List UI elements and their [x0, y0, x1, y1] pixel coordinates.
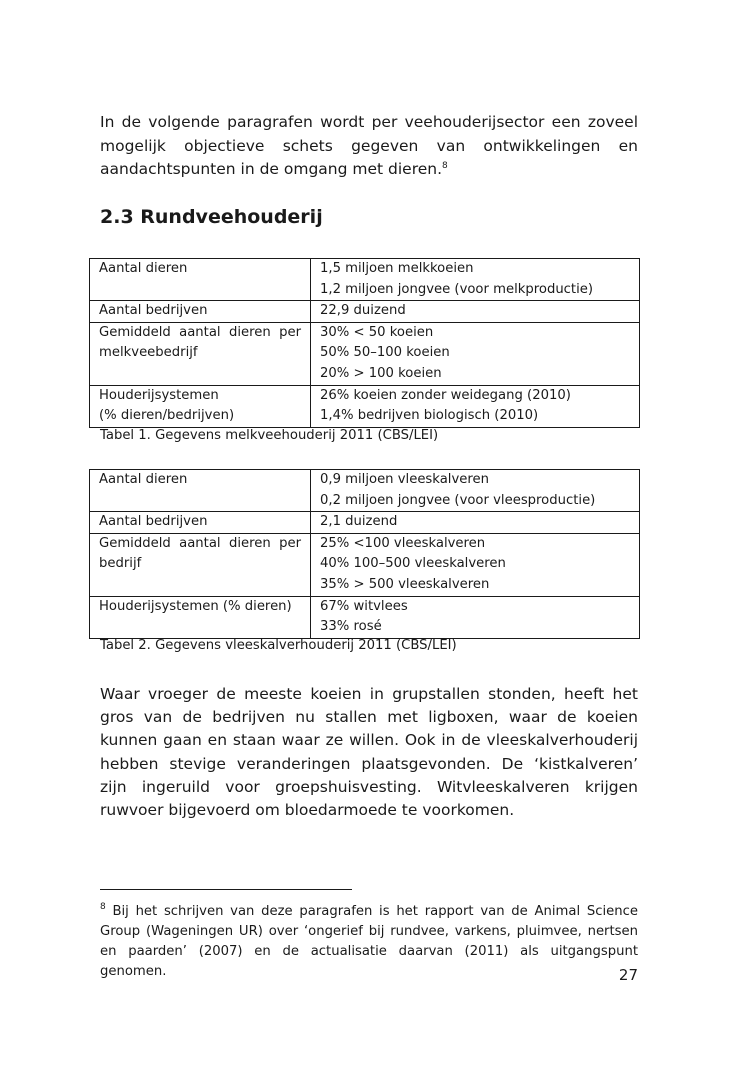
veal-table: [89, 469, 640, 639]
page-number: 27: [618, 966, 638, 984]
label-line: Aantal dieren: [99, 261, 188, 276]
row-values: [311, 533, 640, 596]
value-line: 22,9 duizend: [320, 303, 406, 319]
label-line: Gemiddeld aantal dieren per: [99, 535, 301, 551]
table-row: [90, 301, 640, 323]
dairy-table: [89, 258, 640, 428]
footnote-divider: [100, 889, 352, 890]
row-label: [90, 322, 311, 385]
row-label: [90, 301, 311, 323]
label-line: Gemiddeld aantal dieren per: [99, 324, 301, 340]
footnote-reference: 8: [442, 161, 448, 171]
footnote-marker: 8: [100, 902, 106, 912]
row-label: [90, 533, 311, 596]
section-heading: 2.3 Rundveehouderij: [100, 206, 323, 228]
label-line: Houderijsystemen: [99, 387, 219, 403]
value-line: 1,5 miljoen melkkoeien: [320, 261, 474, 276]
body-paragraph: Waar vroeger de meeste koeien in grupstallen stonden, heeft het gros van de bedrijven nu stallen met ligboxen, waar de koeien kunnen gaan en staan waar ze willen. Ook in de vleeskalverhouderij hebben stevige veranderingen plaatsgevonden. De ‘kistkalveren’ zijn ingeruild voor groepshuisvesting. Witvleeskalveren krijgen ruwvoer bijgevoerd om bloedarmoede te voorkomen.: [100, 685, 638, 820]
label-line: bedrijf: [99, 556, 142, 572]
footnote-text: Bij het schrijven van deze paragrafen is het rapport van de Animal Science Group (Wageningen UR) over ‘ongerief bij rundvee, varkens, pluimvee, nertsen en paarden’ (2007) en de actualisatie daarvan (2011) als uitgangspunt genomen.: [100, 904, 638, 979]
value-line: 67% witvlees: [320, 598, 408, 614]
table1-caption: Tabel 1. Gegevens melkveehouderij 2011 (CBS/LEI): [100, 428, 439, 443]
row-values: [311, 512, 640, 534]
row-values: [311, 385, 640, 427]
row-label: [90, 596, 311, 638]
value-line: 0,9 miljoen vleeskalveren: [320, 472, 489, 487]
table-row: [90, 322, 640, 385]
value-line: 50% 50–100 koeien: [320, 345, 450, 361]
label-line: melkveebedrijf: [99, 345, 198, 361]
table-row: [90, 385, 640, 427]
label-line: Aantal bedrijven: [99, 514, 208, 530]
intro-text: In de volgende paragrafen wordt per veehouderijsector een zoveel mogelijk objectieve schets gegeven van ontwikkelingen en aandachtspunten in de omgang met dieren.: [100, 113, 638, 178]
value-line: 2,1 duizend: [320, 514, 398, 530]
row-values: [311, 596, 640, 638]
value-line: 26% koeien zonder weidegang (2010): [320, 387, 571, 403]
row-label: [90, 512, 311, 534]
value-line: 35% > 500 vleeskalveren: [320, 576, 490, 592]
label-line: (% dieren/bedrijven): [99, 408, 235, 424]
value-line: 1,2 miljoen jongvee (voor melkproductie): [320, 281, 594, 297]
value-line: 1,4% bedrijven biologisch (2010): [320, 408, 539, 424]
table2-caption: Tabel 2. Gegevens vleeskalverhouderij 2011 (CBS/LEI): [100, 638, 457, 653]
row-values: [311, 259, 640, 301]
intro-paragraph: [100, 111, 638, 182]
row-values: [311, 322, 640, 385]
value-line: 30% < 50 koeien: [320, 324, 434, 340]
row-values: [311, 301, 640, 323]
value-line: 33% rosé: [320, 619, 382, 635]
footnote: [100, 902, 638, 982]
table-row: [90, 533, 640, 596]
value-line: 0,2 miljoen jongvee (voor vleesproductie): [320, 492, 596, 508]
label-line: Aantal bedrijven: [99, 303, 208, 319]
table-row: [90, 259, 640, 301]
table-row: [90, 470, 640, 512]
row-label: [90, 259, 311, 301]
table-row: [90, 596, 640, 638]
label-line: Houderijsystemen (% dieren): [99, 598, 292, 614]
table-row: [90, 512, 640, 534]
row-label: [90, 385, 311, 427]
row-values: [311, 470, 640, 512]
value-line: 25% <100 vleeskalveren: [320, 535, 486, 551]
row-label: [90, 470, 311, 512]
value-line: 40% 100–500 vleeskalveren: [320, 556, 506, 572]
label-line: Aantal dieren: [99, 472, 188, 487]
value-line: 20% > 100 koeien: [320, 365, 442, 381]
